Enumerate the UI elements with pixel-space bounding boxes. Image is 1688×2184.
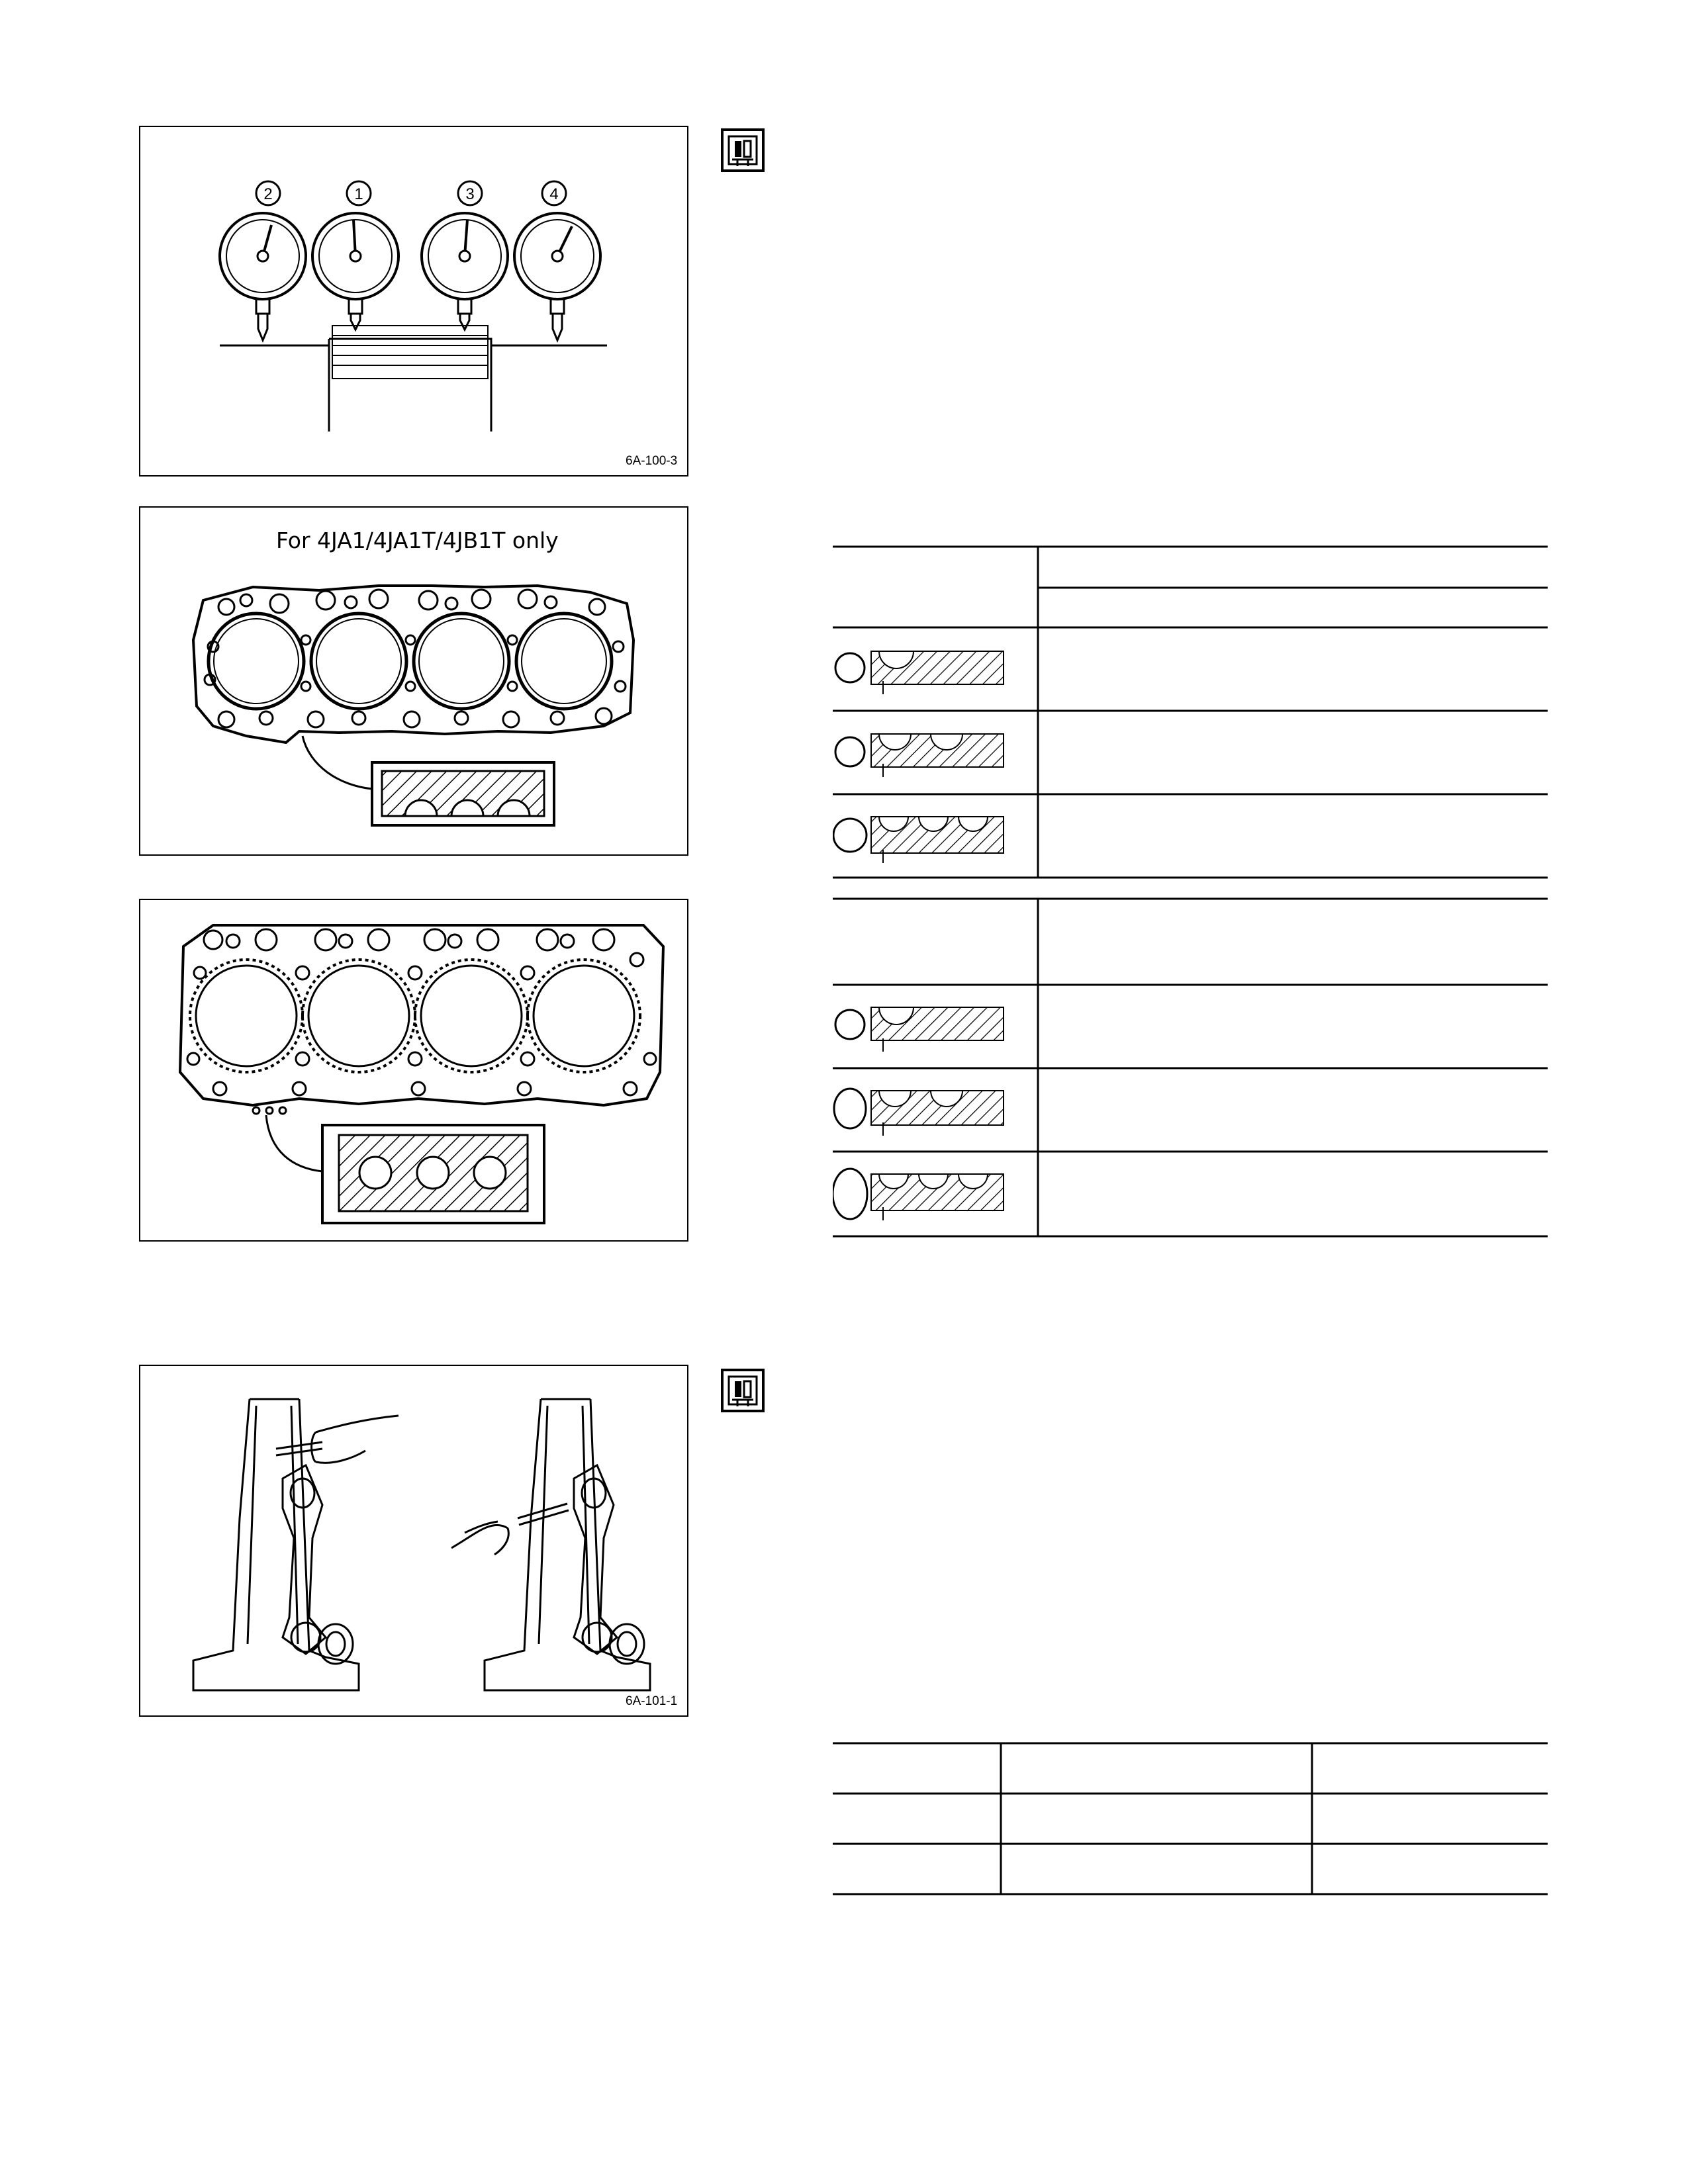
special-tool-icon [720,128,765,173]
dial-gauge-1 [312,213,399,330]
figure-code: 6A-100-3 [626,454,678,468]
grade-symbol-4 [835,1007,1004,1052]
figure-title: For 4JA1/4JA1T/4JB1T only [276,527,559,553]
rod-limits-table [833,1742,1548,1895]
gasket-grade-table-lines [833,545,1548,1244]
figure-code: 6A-101-1 [626,1694,678,1708]
grade-symbol-1 [835,651,1004,694]
dial-gauges-illustration [140,127,690,478]
gasket-illustration-a [140,508,690,857]
dial-gauge-3 [422,213,508,330]
callout-label-3: 3 [465,185,475,203]
gasket-grade-table [833,545,1548,1244]
gasket-illustration-b [140,900,690,1243]
callout-label-4: 4 [549,185,559,203]
callout-label-1: 1 [354,185,363,203]
figure-head-gasket-4ja1 [139,506,688,856]
callout-label-2: 2 [263,185,273,203]
rod-limits-table-lines [833,1742,1548,1895]
rod-aligner-illustration [140,1366,690,1718]
figure-dial-gauges [139,126,688,477]
grade-symbol-5 [834,1089,1004,1136]
special-tool-icon [720,1368,765,1413]
grade-symbol-3 [833,817,1004,863]
dial-gauge-2 [220,213,306,340]
dial-gauge-4 [514,213,600,340]
figure-connecting-rod-aligner [139,1365,688,1717]
grade-symbol-2 [835,734,1004,777]
grade-symbol-6 [833,1169,1004,1220]
figure-head-gasket-other [139,899,688,1242]
